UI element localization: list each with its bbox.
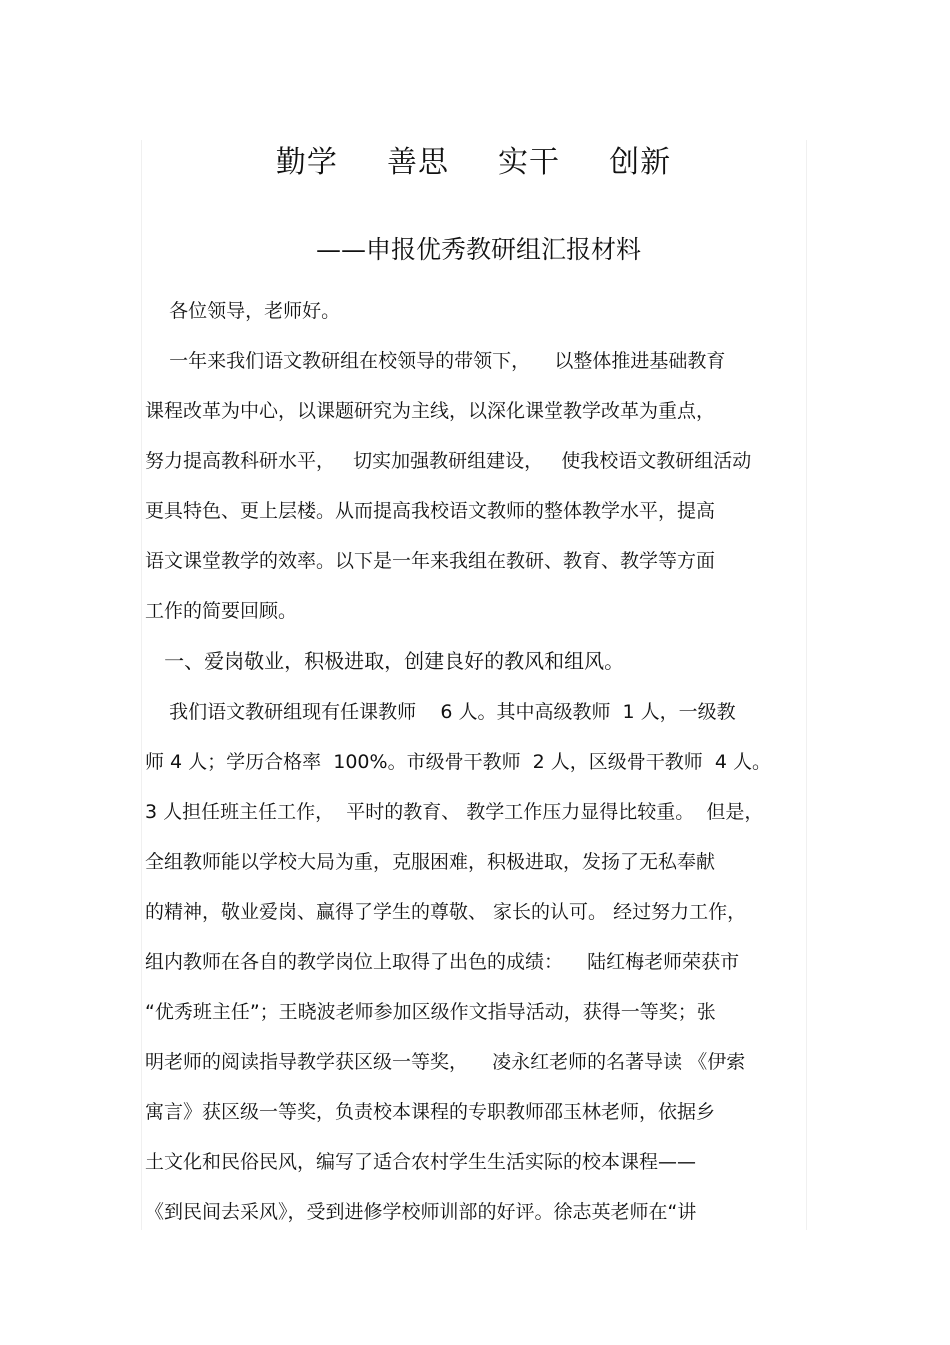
body-line: 师 4 人；学历合格率 100%。市级骨干教师 2 人，区级骨干教师 4 人。 [145, 751, 771, 773]
section-heading-1: 一、爱岗敬业，积极进取，创建良好的教风和组风。 [145, 649, 625, 673]
body-line: “优秀班主任”；王晓波老师参加区级作文指导活动，获得一等奖；张 [145, 1001, 716, 1023]
document-subtitle: ——申报优秀教研组汇报材料 [315, 235, 641, 264]
body-line: 的精神，敬业爱岗、赢得了学生的尊敬、 家长的认可。 经过努力工作， [145, 901, 747, 923]
body-line: 我们语文教研组现有任课教师 6 人。其中高级教师 1 人，一级教 [145, 701, 736, 723]
body-line: 一年来我们语文教研组在校领导的带领下， 以整体推进基础教育 [145, 350, 726, 372]
page-left-border [141, 140, 142, 1230]
body-line-greeting: 各位领导，老师好。 [145, 300, 341, 322]
body-line: 语文课堂教学的效率。以下是一年来我组在教研、教育、教学等方面 [145, 550, 716, 572]
body-line: 组内教师在各自的教学岗位上取得了出色的成绩： 陆红梅老师荣获市 [145, 951, 740, 973]
body-line: 寓言》获区级一等奖，负责校本课程的专职教师邵玉林老师，依据乡 [145, 1101, 716, 1123]
document-title: 勤学 善思 实干 创新 [275, 145, 672, 180]
body-line: 明老师的阅读指导教学获区级一等奖， 凌永红老师的名著导读 《伊索 [145, 1051, 746, 1073]
body-line: 土文化和民俗民风，编写了适合农村学生生活实际的校本课程—— [145, 1151, 697, 1173]
body-line: 工作的简要回顾。 [145, 600, 298, 622]
body-line: 努力提高教科研水平， 切实加强教研组建设， 使我校语文教研组活动 [145, 450, 752, 472]
body-line: 课程改革为中心，以课题研究为主线，以深化课堂教学改革为重点， [145, 400, 716, 422]
body-line: 3 人担任班主任工作， 平时的教育、 教学工作压力显得比较重。 但是， [145, 801, 764, 823]
body-line: 《到民间去采风》，受到进修学校师训部的好评。徐志英老师在“讲 [145, 1201, 697, 1223]
body-line: 更具特色、更上层楼。从而提高我校语文教师的整体教学水平，提高 [145, 500, 716, 522]
body-line: 全组教师能以学校大局为重，克服困难，积极进取，发扬了无私奉献 [145, 851, 716, 873]
page-right-border [806, 140, 807, 1230]
